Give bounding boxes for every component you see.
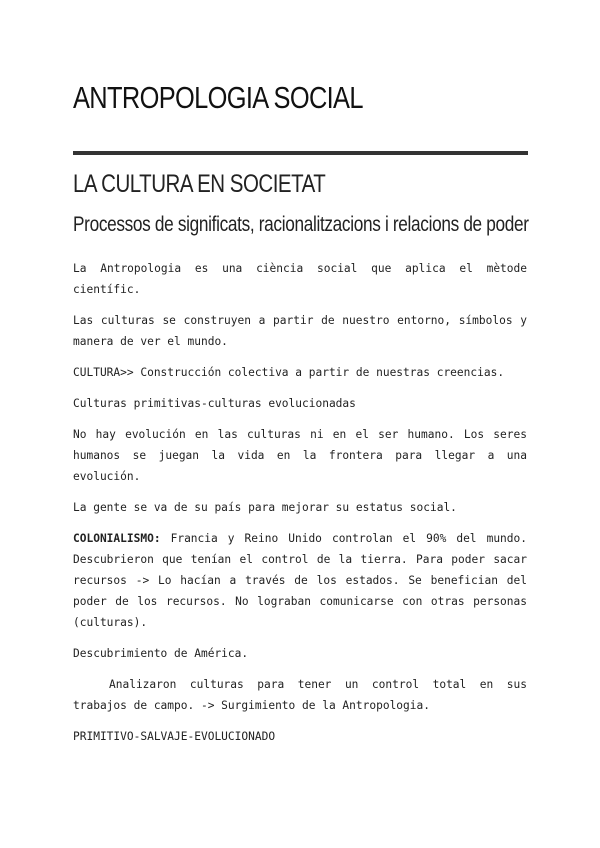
paragraph-antropologia-definition: La Antropologia es una ciència social que aplica el mètode científic. <box>73 262 527 296</box>
body-text <box>73 258 527 757</box>
paragraph-primitivo-salvaje: PRIMITIVO-SALVAJE-EVOLUCIONADO <box>73 730 276 743</box>
paragraph-colonialismo <box>73 528 527 633</box>
title-divider <box>73 151 528 155</box>
paragraph-evolucion: No hay evolución en las culturas ni en el ser humano. Los seres humanos se juegan la vida en la frontera para llegar a una evolución. <box>73 428 527 483</box>
section-heading: LA CULTURA EN SOCIETAT <box>73 170 326 198</box>
section-subheading: Processos de significats, racionalitzacions i relacions de poder <box>73 213 529 236</box>
document-title: ANTROPOLOGIA SOCIAL <box>73 80 363 115</box>
colonialismo-label: COLONIALISMO: <box>73 532 161 545</box>
paragraph-culturas-construccion: Las culturas se construyen a partir de nuestro entorno, símbolos y manera de ver el mundo. <box>73 314 527 348</box>
paragraph-cultura-definition: CULTURA>> Construcción colectiva a partir de nuestras creencias. <box>73 366 505 379</box>
colonialismo-text: Francia y Reino Unido controlan el 90% del mundo. Descubrieron que tenían el control de la tierra. Para poder sacar recursos -> Lo hacían a través de los estados. Se benefician del poder de los recursos. No lograban comunicarse con otras personas (culturas). <box>73 532 527 629</box>
paragraph-trabajos-campo: Analizaron culturas para tener un control total en sus trabajos de campo. -> Surgimiento de la Antropologia. <box>73 678 527 712</box>
paragraph-culturas-primitivas: Culturas primitivas-culturas evolucionadas <box>73 397 356 410</box>
paragraph-estatus-social: La gente se va de su país para mejorar su estatus social. <box>73 501 457 514</box>
paragraph-descubrimiento: Descubrimiento de América. <box>73 647 249 660</box>
